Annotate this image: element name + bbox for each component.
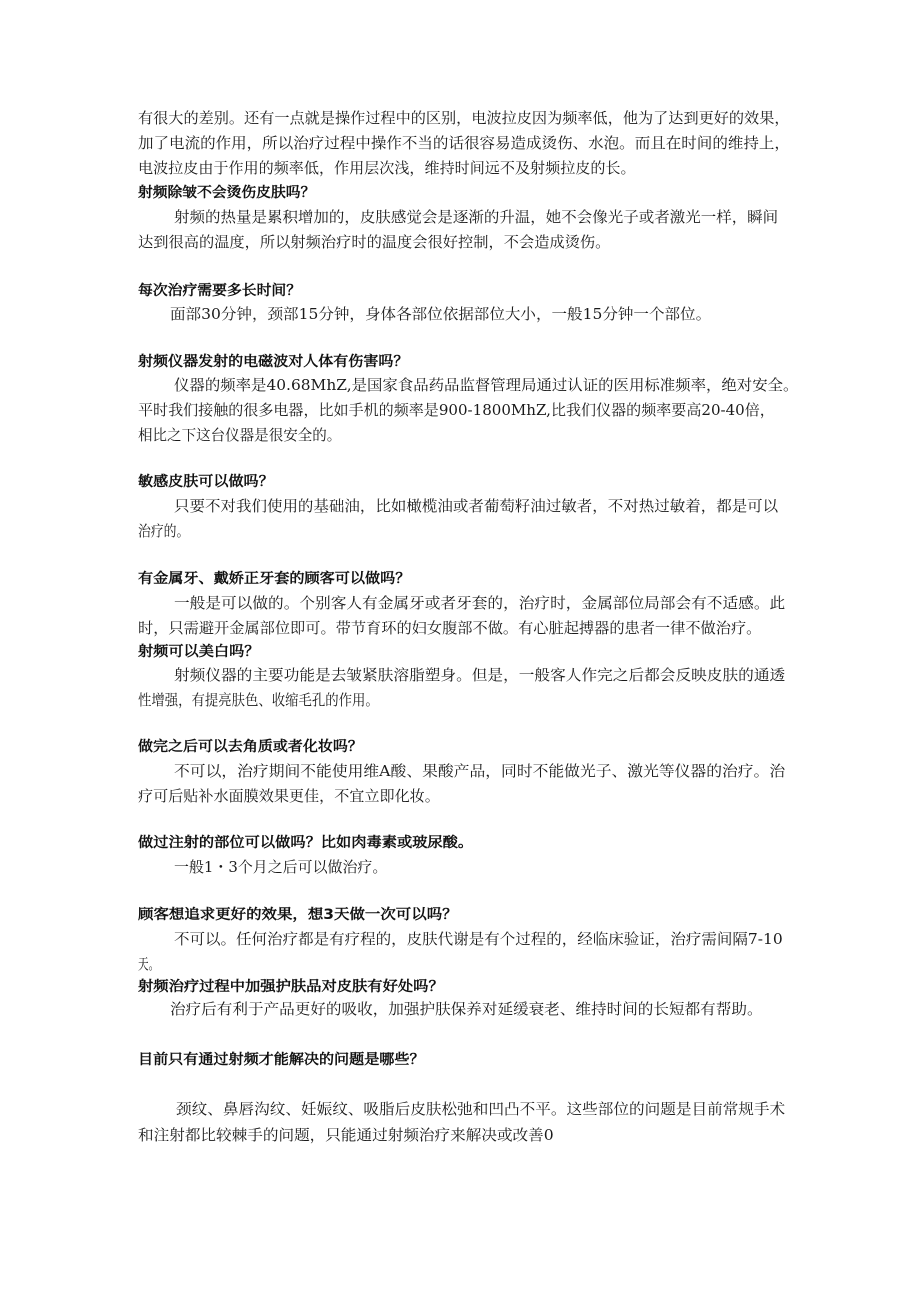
faq-answer-line: 天。 xyxy=(138,956,160,973)
faq-question: 有金属牙、戴娇正牙套的顾客可以做吗？ xyxy=(138,571,411,587)
faq-answer-line: 射频仪器的主要功能是去皱紧肤溶脂塑身。但是，一般客人作完之后都会反映皮肤的通透 xyxy=(174,667,786,684)
faq-question: 顾客想追求更好的效果，想3天做一次可以吗？ xyxy=(138,907,458,923)
faq-question: 射频仪器发射的电磁波对人体有伤害吗？ xyxy=(138,354,409,370)
faq-answer-line: 颈纹、鼻唇沟纹、妊娠纹、吸脂后皮肤松弛和凹凸不平。这些部位的问题是目前常规手术 xyxy=(176,1101,786,1118)
faq-answer-line: 和注射都比较棘手的问题，只能通过射频治疗来解决或改善0 xyxy=(138,1127,554,1144)
faq-answer-line: 时，只需避开金属部位即可。带节育环的妇女腹部不做。有心脏起搏器的患者一律不做治疗。 xyxy=(138,620,762,637)
faq-answer-line: 疗可后贴补水面膜效果更佳，不宜立即化妆。 xyxy=(138,788,440,805)
faq-answer-line: 射频的热量是累积增加的，皮肤感觉会是逐渐的升温，她不会像光子或者激光一样，瞬间 xyxy=(174,209,779,226)
faq-question: 射频可以美白吗？ xyxy=(138,644,260,660)
faq-question: 射频治疗过程中加强护肤品对皮肤有好处吗？ xyxy=(138,979,444,995)
faq-answer-line: 仪器的频率是40.68MhZ,是国家食品药品监督管理局通过认证的医用标准频率，绝对安全。 xyxy=(174,377,799,394)
faq-answer-line: 一般1・3个月之后可以做治疗。 xyxy=(174,859,388,876)
faq-answer-line: 性增强，有提亮肤色、收缩毛孔的作用。 xyxy=(138,692,379,709)
faq-answer-line: 只要不对我们使用的基础油，比如橄榄油或者葡萄籽油过敏者，不对热过敏着，都是可以 xyxy=(174,498,779,515)
faq-question: 射频除皱不会烫伤皮肤吗？ xyxy=(138,185,316,201)
faq-answer-line: 达到很高的温度，所以射频治疗时的温度会很好控制，不会造成烫伤。 xyxy=(138,234,611,251)
faq-answer-line: 面部30分钟，颈部15分钟，身体各部位依据部位大小，一般15分钟一个部位。 xyxy=(170,306,712,323)
faq-question: 做完之后可以去角质或者化妆吗？ xyxy=(138,739,363,755)
faq-answer-line: 治疗后有利于产品更好的吸收，加强护肤保养对延缓衰老、维持时间的长短都有帮助。 xyxy=(170,1001,763,1018)
faq-answer-line: 不可以。任何治疗都是有疗程的，皮肤代谢是有个过程的，经临床验证，治疗需间隔7-10 xyxy=(174,931,783,948)
faq-question: 做过注射的部位可以做吗？比如肉毒素或玻尿酸。 xyxy=(138,835,474,851)
faq-answer-line: 一般是可以做的。个别客人有金属牙或者牙套的，治疗时，金属部位局部会有不适感。此 xyxy=(174,595,786,612)
intro-line: 有很大的差别。还有一点就是操作过程中的区别，电波拉皮因为频率低，他为了达到更好的效果， xyxy=(138,110,790,127)
faq-answer-line: 相比之下这台仪器是很安全的。 xyxy=(138,427,342,444)
intro-line: 加了电流的作用，所以治疗过程中操作不当的话很容易造成烫伤、水泡。而且在时间的维持上， xyxy=(138,135,790,152)
faq-answer-line: 平时我们接触的很多电器，比如手机的频率是900-1800MhZ,比我们仪器的频率要高20-40倍， xyxy=(138,402,775,419)
faq-answer-line: 不可以，治疗期间不能使用维A酸、果酸产品，同时不能做光子、激光等仪器的治疗。治 xyxy=(174,763,786,780)
faq-question: 目前只有通过射频才能解决的问题是哪些？ xyxy=(138,1052,425,1068)
intro-line: 电波拉皮由于作用的频率低，作用层次浅，维持时间远不及射频拉皮的长。 xyxy=(138,160,636,177)
faq-answer-line: 治疗的。 xyxy=(138,523,190,540)
faq-question: 敏感皮肤可以做吗？ xyxy=(138,474,274,490)
faq-question: 每次治疗需要多长时间？ xyxy=(138,283,302,299)
